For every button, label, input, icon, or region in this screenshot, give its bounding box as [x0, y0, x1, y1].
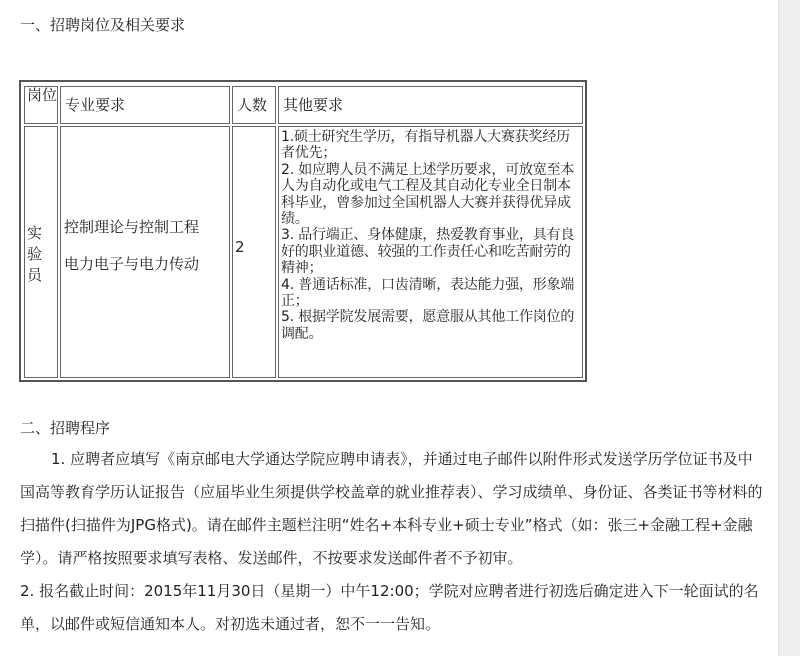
header-position [24, 86, 58, 124]
header-other-text: 其他要求 [283, 96, 344, 114]
procedure-item-1: 1. 应聘者应填写《南京邮电大学通达学院应聘申请表》，并通过电子邮件以附件形式发送学历学位证书及中国高等教育学历认证报告（应届毕业生须提供学校盖章的就业推荐表）、学习成绩单、身份证、各类证书等材料的扫描件(扫描件为JPG格式)。请在邮件主题栏注明“姓名+本科专业+硕士专业”格式（如：张三+金融工程+金融学）。请严格按照要求填写表格、发送邮件，不按要求发送邮件者不予初审。 [20, 450, 763, 567]
position-value: 实验员 [27, 224, 43, 284]
cell-position [24, 126, 58, 378]
requirement-5: 5. 根据学院发展需要，愿意服从其他工作岗位的调配。 [281, 309, 575, 342]
cell-count [232, 126, 276, 378]
vertical-scrollbar[interactable] [778, 0, 800, 656]
header-major-text: 专业要求 [65, 96, 126, 114]
major-2: 电力电子与电力传动 [64, 255, 200, 273]
header-position-text: 岗位 [27, 86, 58, 104]
procedure-item-2: 2. 报名截止时间：2015年11月30日（星期一）中午12:00；学院对应聘者进行初选后确定进入下一轮面试的名单，以邮件或短信通知本人。对初选未通过者，恕不一一告知。 [20, 582, 759, 633]
section2-heading: 二、招聘程序 [20, 419, 111, 437]
major-1: 控制理论与控制工程 [64, 218, 200, 236]
requirement-1: 1.硕士研究生学历，有指导机器人大赛获奖经历者优先； [281, 129, 570, 162]
header-major [60, 86, 230, 124]
other-requirements-list [281, 129, 579, 342]
cell-major [60, 126, 230, 378]
header-other [278, 86, 583, 124]
header-count-text: 人数 [237, 96, 268, 114]
cell-other [278, 126, 583, 378]
requirement-3: 3. 品行端正、身体健康，热爱教育事业，具有良好的职业道德、较强的工作责任心和吃苦耐劳的精神； [281, 227, 575, 277]
requirement-4: 4. 普通话标准，口齿清晰，表达能力强，形象端正； [281, 276, 575, 310]
requirements-table [19, 80, 587, 382]
header-count [232, 86, 276, 124]
section1-heading: 一、招聘岗位及相关要求 [20, 16, 186, 34]
requirement-2: 2. 如应聘人员不满足上述学历要求，可放宽至本人为自动化或电气工程及其自动化专业全日制本科毕业，曾参加过全国机器人大赛并获得优异成绩。 [281, 161, 575, 228]
count-value: 2 [235, 238, 245, 256]
